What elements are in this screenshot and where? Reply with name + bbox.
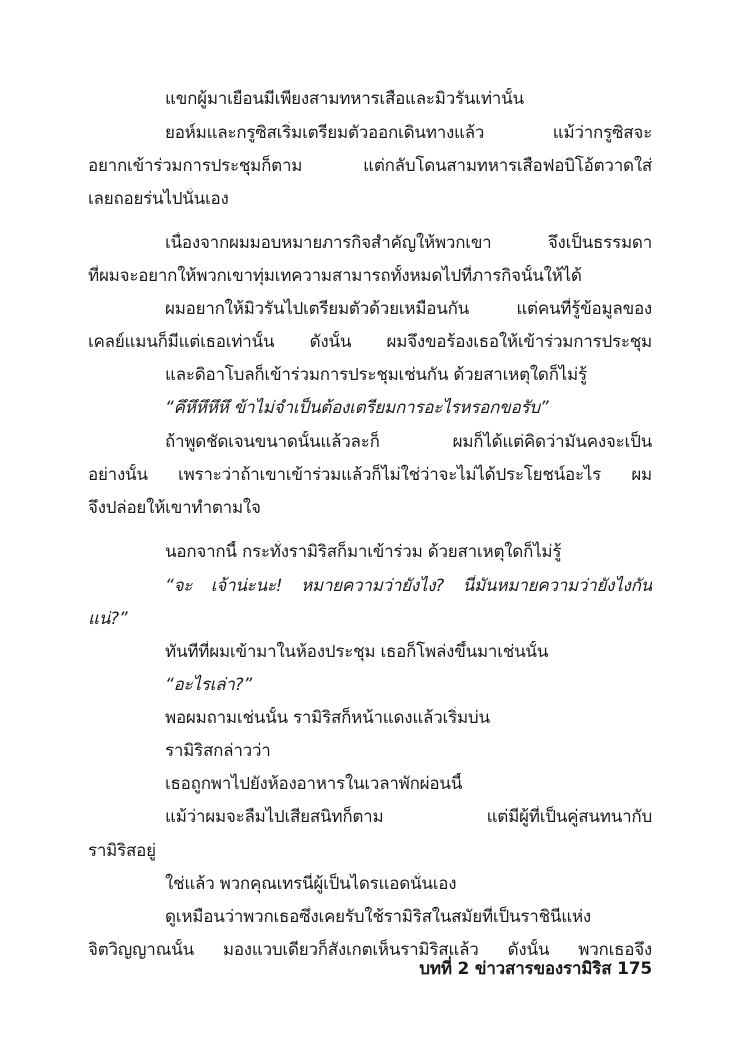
dialogue-line: “จะ เจ้าน่ะนะ! หมายความว่ายังไง? นี่มันหมายความว่ายังไงกัน bbox=[165, 576, 652, 596]
text-line: ที่ผมจะอยากให้พวกเขาทุ่มเทความสามารถทั้งหมดไปที่ภารกิจนั้นให้ได้ bbox=[88, 266, 582, 286]
text-line: เธอถูกพาไปยังห้องอาหารในเวลาพักผ่อนนี้ bbox=[165, 774, 463, 794]
text-line: แม้ว่าผมจะลืมไปเสียสนิทก็ตาม แต่มีผู้ที่เป็นคู่สนทนากับ bbox=[165, 807, 652, 827]
text-line: แขกผู้มาเยือนมีเพียงสามทหารเสือและมิวรันเท่านั้น bbox=[165, 89, 524, 109]
text-line: ยอห์มและกรูซิสเริ่มเตรียมตัวออกเดินทางแล้ว แม้ว่ากรูซิสจะ bbox=[165, 123, 652, 143]
text-line: พอผมถามเช่นนั้น รามิริสก็หน้าแดงแล้วเริ่มบ่น bbox=[165, 708, 490, 728]
text-line: อย่างนั้น เพราะว่าถ้าเขาเข้าร่วมแล้วก็ไม่ใช่ว่าจะไม่ได้ประโยชน์อะไร ผม bbox=[88, 465, 652, 485]
text-line: รามิริสกล่าวว่า bbox=[165, 741, 271, 761]
text-line: อยากเข้าร่วมการประชุมก็ตาม แต่กลับโดนสามทหารเสือฟอบิโอ้ตวาดใส่ bbox=[88, 156, 652, 176]
dialogue-line: แน่?” bbox=[88, 609, 128, 629]
text-line: ใช่แล้ว พวกคุณเทรนี่ผู้เป็นไดรแอดนั่นเอง bbox=[165, 874, 457, 894]
dialogue-line: “คึหึหึหึหึ ข้าไม่จำเป็นต้องเตรียมการอะไรหรอกขอรับ” bbox=[165, 398, 549, 418]
text-line: ดูเหมือนว่าพวกเธอซึ่งเคยรับใช้รามิริสในสมัยที่เป็นราชินีแห่ง bbox=[165, 907, 591, 927]
text-line: เคลย์แมนก็มีแต่เธอเท่านั้น ดังนั้น ผมจึงขอร้องเธอให้เข้าร่วมการประชุม bbox=[88, 332, 652, 352]
text-line: นอกจากนี้ กระทั่งรามิริสก็มาเข้าร่วม ด้วยสาเหตุใดก็ไม่รู้ bbox=[165, 542, 562, 562]
text-line: จึงปล่อยให้เขาทำตามใจ bbox=[88, 498, 261, 518]
page-footer: บทที่ 2 ข่าวสารของรามิริส 175 bbox=[419, 959, 652, 979]
text-line: รามิริสอยู่ bbox=[88, 841, 156, 861]
text-line: เนื่องจากผมมอบหมายภารกิจสำคัญให้พวกเขา จึงเป็นธรรมดา bbox=[165, 233, 652, 253]
text-line: จิตวิญญาณนั้น มองแวบเดียวก็สังเกตเห็นรามิริสแล้ว ดังนั้น พวกเธอจึง bbox=[88, 940, 652, 960]
dialogue-line: “อะไรเล่า?” bbox=[165, 675, 252, 695]
text-line: และดิอาโบลก็เข้าร่วมการประชุมเช่นกัน ด้วยสาเหตุใดก็ไม่รู้ bbox=[165, 365, 587, 385]
text-line: เลยถอยร่นไปนั่นเอง bbox=[88, 189, 229, 209]
text-line: ผมอยากให้มิวรันไปเตรียมตัวด้วยเหมือนกัน แต่คนที่รู้ข้อมูลของ bbox=[165, 299, 652, 319]
text-line: ทันทีที่ผมเข้ามาในห้องประชุม เธอก็โพล่งขึ้นมาเช่นนั้น bbox=[165, 642, 549, 662]
text-line: ถ้าพูดชัดเจนขนาดนั้นแล้วละก็ ผมก็ได้แต่คิดว่ามันคงจะเป็น bbox=[165, 432, 652, 452]
